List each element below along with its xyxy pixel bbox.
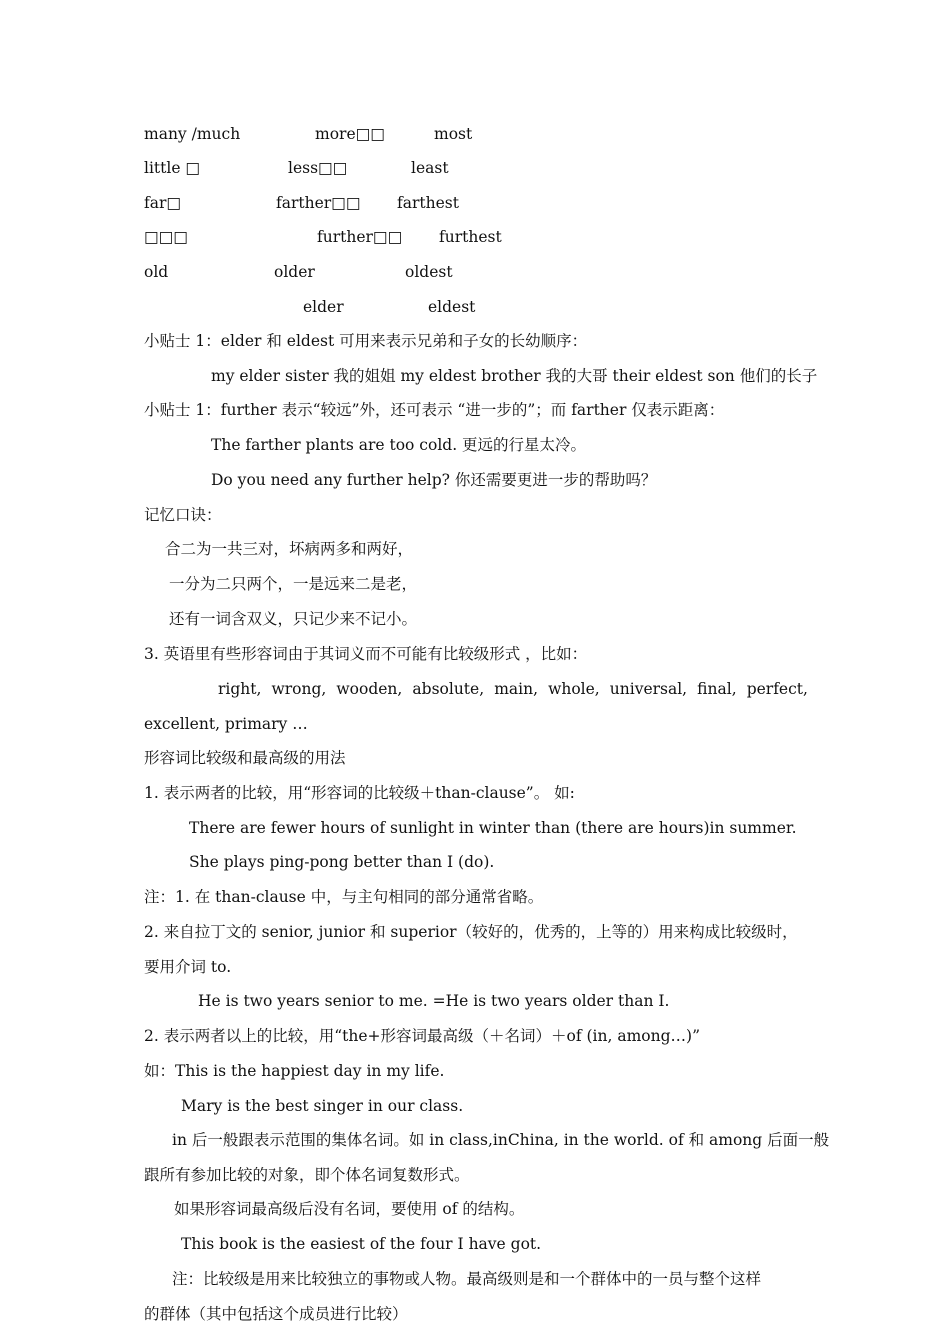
paragraph-continued: 跟所有参加比较的对象，即个体名词复数形式。 (144, 1166, 470, 1184)
table-cell: more□□ (315, 125, 385, 143)
usage-point: 1. 表示两者的比较，用“形容词的比较级＋than-clause”。 如: (144, 784, 575, 802)
usage-example: She plays ping-pong better than I (do). (189, 853, 495, 871)
table-cell: older (274, 263, 315, 281)
paragraph: in 后一般跟表示范围的集体名词。如 in class,inChina, in the world. of 和 among 后面一般 (172, 1131, 830, 1149)
note-continued: 要用介词 to. (144, 958, 232, 976)
mnemonic-heading: 记忆口诀： (144, 506, 222, 524)
mnemonic-line: 一分为二只两个，一是远来二是老， (169, 575, 418, 593)
table-cell: elder (303, 298, 344, 316)
word-item: wooden, (336, 680, 403, 698)
usage-example: There are fewer hours of sunlight in winter than (there are hours)in summer. (189, 819, 797, 837)
tip-heading: 小贴士 1：elder 和 eldest 可用来表示兄弟和子女的长幼顺序： (144, 332, 588, 350)
table-cell: furthest (439, 228, 502, 246)
usage-example: Mary is the best singer in our class. (181, 1097, 464, 1115)
usage-example: 如：This is the happiest day in my life. (144, 1062, 445, 1080)
table-cell: eldest (428, 298, 476, 316)
word-item: final, (697, 680, 737, 698)
paragraph: 如果形容词最高级后没有名词，要使用 of 的结构。 (174, 1200, 525, 1218)
word-item: main, (494, 680, 538, 698)
table-cell: farther□□ (276, 194, 361, 212)
word-item: right, (218, 680, 262, 698)
word-list-continued: excellent, primary … (144, 715, 308, 733)
table-cell: least (411, 159, 449, 177)
note-example: He is two years senior to me. =He is two years older than I. (198, 992, 670, 1010)
table-cell: far□ (144, 194, 182, 212)
tip-example: The farther plants are too cold. 更远的行星太冷。 (211, 436, 587, 454)
word-item: universal, (609, 680, 688, 698)
table-cell: many /much (144, 125, 241, 143)
word-item: absolute, (412, 680, 485, 698)
table-cell: little □ (144, 159, 201, 177)
table-cell: less□□ (288, 159, 348, 177)
table-cell: oldest (405, 263, 453, 281)
tip-example: my elder sister 我的姐姐 my eldest brother 我的大哥 their eldest son 他们的长子 (211, 367, 818, 385)
word-item: whole, (548, 680, 600, 698)
section-point: 3. 英语里有些形容词由于其词义而不可能有比较级形式 ，比如： (144, 645, 588, 663)
tip-heading: 小贴士 1：further 表示“较远”外，还可表示 “进一步的”；而 farther 仅表示距离： (144, 401, 725, 419)
word-item: perfect, (746, 680, 808, 698)
word-item: wrong, (271, 680, 327, 698)
note-continued: 的群体（其中包括这个成员进行比较） (144, 1305, 408, 1323)
mnemonic-line: 还有一词含双义，只记少来不记小。 (169, 610, 418, 628)
note: 注：比较级是用来比较独立的事物或人物。最高级则是和一个群体中的一员与整个这样 (172, 1270, 762, 1288)
usage-example: This book is the easiest of the four I have got. (181, 1235, 542, 1253)
word-list (218, 679, 808, 699)
table-cell: farthest (397, 194, 459, 212)
table-cell: old (144, 263, 169, 281)
section-heading: 形容词比较级和最高级的用法 (144, 749, 346, 767)
table-cell: most (434, 125, 473, 143)
note: 2. 来自拉丁文的 senior, junior 和 superior（较好的，优秀的，上等的）用来构成比较级时， (144, 923, 798, 941)
table-cell: further□□ (317, 228, 403, 246)
note: 注：1. 在 than-clause 中，与主句相同的部分通常省略。 (144, 888, 544, 906)
usage-point: 2. 表示两者以上的比较，用“the+形容词最高级（＋名词）＋of (in, among…)” (144, 1027, 700, 1045)
table-cell: □□□ (144, 228, 188, 246)
mnemonic-line: 合二为一共三对，坏病两多和两好， (165, 540, 414, 558)
tip-example: Do you need any further help? 你还需要更进一步的帮助吗？ (211, 471, 657, 489)
